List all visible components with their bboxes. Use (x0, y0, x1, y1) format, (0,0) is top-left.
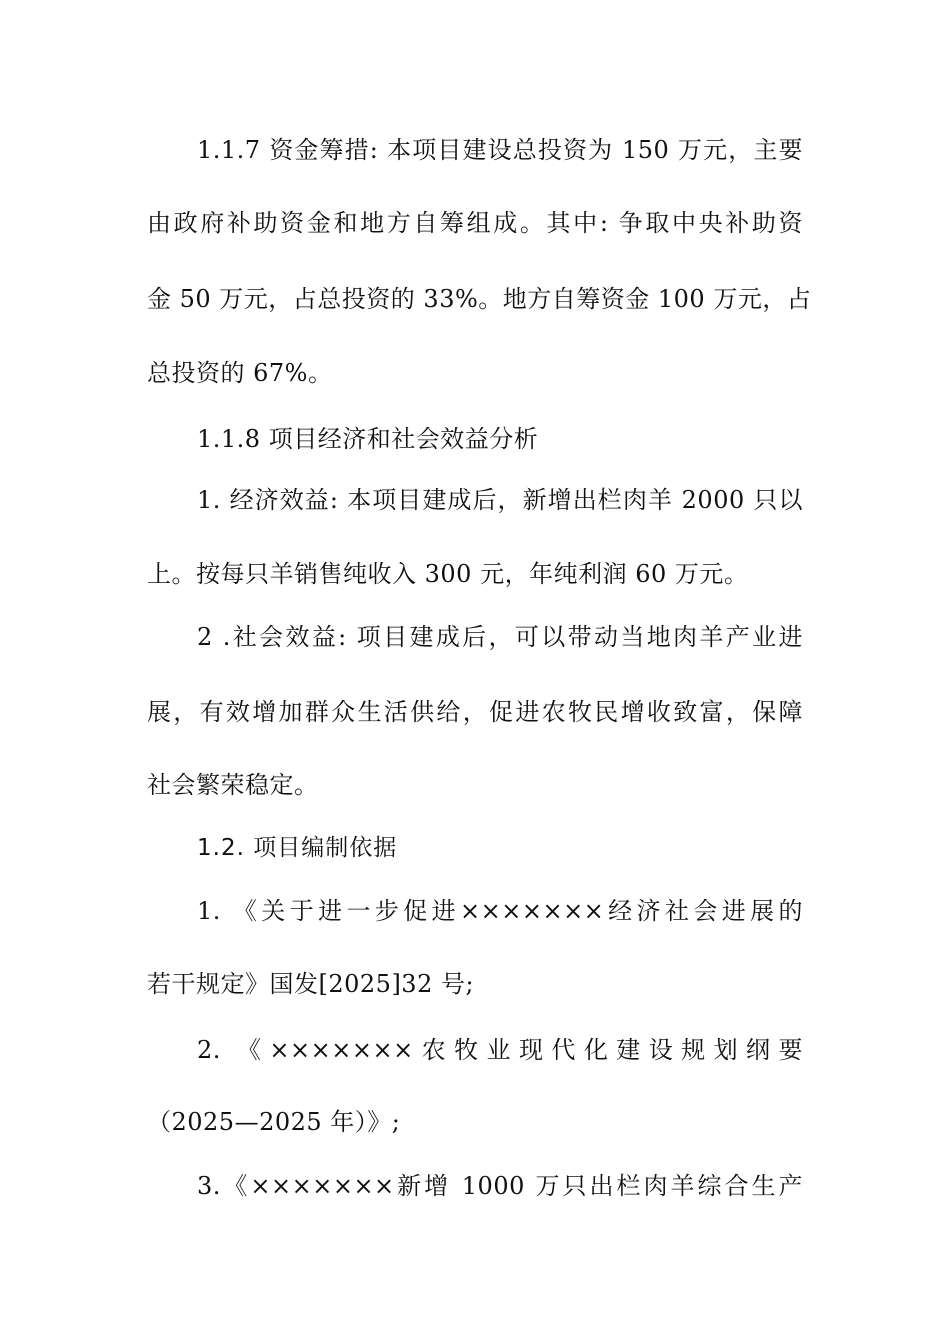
paragraph-line: 总投资的 67%。 (147, 359, 333, 387)
paragraph-line: 金 50 万元，占总投资的 33%。地方自筹资金 100 万元，占 (147, 285, 812, 313)
paragraph-line: 展，有效增加群众生活供给，促进农牧民增收致富，保障 (147, 698, 803, 726)
paragraph-line: 2. 《×××××××农牧业现代化建设规划纲要 (197, 1036, 803, 1064)
paragraph-line: 3.《×××××××新增 1000 万只出栏肉羊综合生产 (197, 1172, 803, 1200)
paragraph-line: 社会繁荣稳定。 (147, 771, 319, 799)
section-heading: 1.1.8 项目经济和社会效益分析 (197, 425, 539, 453)
paragraph-line: 1.1.7 资金筹措: 本项目建设总投资为 150 万元，主要 (197, 136, 803, 164)
paragraph-line: （2025—2025 年）》; (147, 1108, 401, 1136)
section-heading: 1.2. 项目编制依据 (197, 835, 398, 861)
paragraph-line: 上。按每只羊销售纯收入 300 元，年纯利润 60 万元。 (147, 560, 749, 588)
paragraph-line: 1. 经济效益: 本项目建成后，新增出栏肉羊 2000 只以 (197, 486, 803, 514)
paragraph-line: 若干规定》国发[2025]32 号; (147, 970, 475, 998)
paragraph-line: 1. 《关于进一步促进×××××××经济社会进展的 (197, 897, 803, 925)
paragraph-line: 2 .社会效益: 项目建成后，可以带动当地肉羊产业进 (197, 623, 803, 651)
paragraph-line: 由政府补助资金和地方自筹组成。其中: 争取中央补助资 (147, 209, 803, 237)
